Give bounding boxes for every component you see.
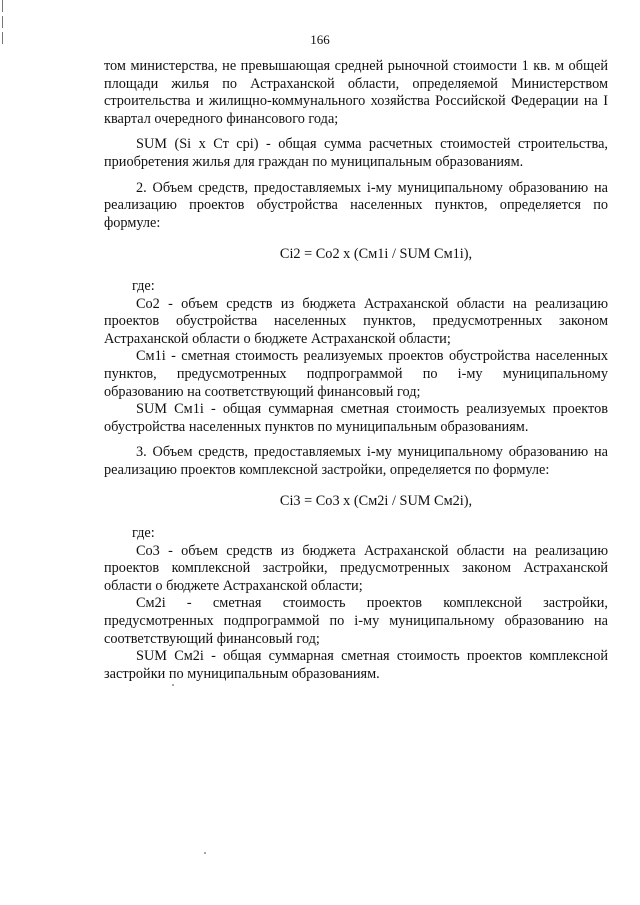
document-body: [104, 58, 608, 683]
page-number: 166: [310, 32, 330, 47]
scan-speck: [204, 852, 206, 854]
definition-co2: Co2 - объем средств из бюджета Астраханской области на реализацию проектов обустройства населенных пунктов, предусмотренных законом Астраханской области о бюджете Астраханской области;: [104, 295, 608, 347]
formula-ci3: Ci3 = Co3 x (Cм2i / SUM Cм2i),: [279, 493, 473, 510]
definition-co3: Co3 - объем средств из бюджета Астраханской области на реализацию проектов комплексной застройки, предусмотренных законом Астраханской области о бюджете Астраханской области;: [104, 542, 608, 594]
paragraph-item-3: 3. Объем средств, предоставляемых i-му муниципальному образованию на реализацию проектов комплексной застройки, определяется по формуле:: [104, 444, 608, 478]
paragraph-item-2: 2. Объем средств, предоставляемых i-му муниципальному образованию на реализацию проектов обустройства населенных пунктов, определяется по формуле:: [104, 179, 608, 231]
formula-ci2: Ci2 = Co2 x (Cм1i / SUM Cм1i),: [279, 246, 473, 263]
scan-speck: [172, 684, 174, 686]
definition-cm1i: Cм1i - сметная стоимость реализуемых проектов обустройства населенных пунктов, предусмотренных подпрограммой по i-му муниципальному образованию на соответствующий финансовый год;: [104, 348, 608, 400]
paragraph-sum-definition: SUM (Si x Ст срi) - общая сумма расчетных стоимостей строительства, приобретения жилья для граждан по муниципальным образованиям.: [104, 136, 608, 170]
paragraph-continuation: том министерства, не превышающая средней рыночной стоимости 1 кв. м общей площади жилья по Астраханской области, определяемой Министерством строительства и жилищно-коммунального хозяйства Российской Федерации на I квартал очередного финансового года;: [104, 58, 608, 127]
definition-sum-cm1i: SUM Cм1i - общая суммарная сметная стоимость реализуемых проектов обустройства населенных пунктов по муниципальным образованиям.: [104, 401, 608, 435]
definition-sum-cm2i: SUM Cм2i - общая суммарная сметная стоимость проектов комплексной застройки по муниципальным образованиям.: [104, 648, 608, 682]
where-label: где:: [132, 277, 155, 294]
definition-cm2i: Cм2i - сметная стоимость проектов комплексной застройки, предусмотренных подпрограммой по i-му муниципальному образованию на соответствующий финансовый год;: [104, 595, 608, 647]
where-label: где:: [132, 525, 155, 542]
